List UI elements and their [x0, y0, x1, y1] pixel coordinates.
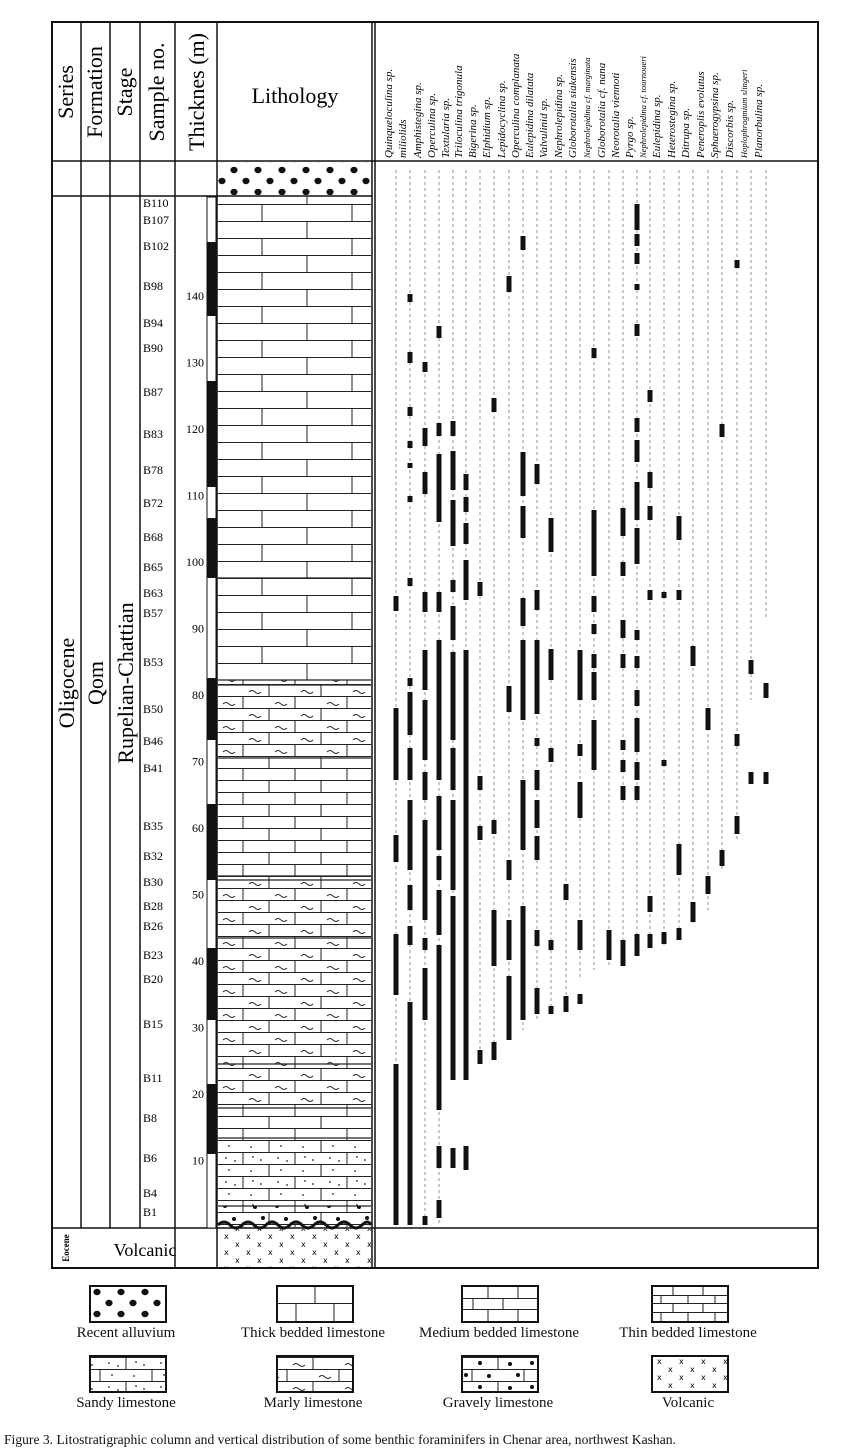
species-occurrence-bar: [394, 708, 399, 780]
species-occurrence-bar: [521, 506, 526, 538]
species-occurrence-bar: [423, 968, 428, 1020]
sample-label: B15: [143, 1017, 164, 1031]
species-occurrence-bar: [749, 660, 754, 674]
species-occurrence-bar: [521, 598, 526, 626]
species-occurrence-bar: [635, 630, 640, 640]
species-occurrence-bar: [635, 656, 640, 668]
species-occurrence-bar: [394, 596, 399, 611]
thickness-tick: 20: [192, 1087, 204, 1101]
species-occurrence-bar: [408, 678, 413, 686]
species-occurrence-bar: [691, 646, 696, 666]
sample-label: B20: [143, 972, 164, 986]
species-occurrence-bar: [464, 560, 469, 600]
species-occurrence-bar: [408, 1002, 413, 1225]
species-occurrence-bar: [408, 407, 413, 416]
species-occurrence-bar: [507, 276, 512, 292]
sample-label: B6: [143, 1151, 158, 1165]
species-occurrence-bar: [549, 1006, 554, 1014]
species-occurrence-bar: [464, 523, 469, 544]
species-occurrence-bar: [621, 620, 626, 638]
thickness-tick: 100: [186, 555, 204, 569]
species-label: Globorotalia siakensis: [567, 58, 579, 158]
species-occurrence-bar: [621, 562, 626, 576]
species-occurrence-bar: [464, 497, 469, 512]
species-occurrence-bar: [706, 708, 711, 730]
species-occurrence-bar: [451, 800, 456, 890]
species-occurrence-bar: [394, 835, 399, 862]
species-occurrence-bar: [521, 780, 526, 850]
species-occurrence-bar: [677, 516, 682, 540]
species-occurrence-bar: [408, 496, 413, 502]
species-occurrence-bar: [535, 464, 540, 484]
sample-label: B50: [143, 702, 164, 716]
litho-thin-2: [218, 1108, 371, 1138]
species-occurrence-bar: [437, 326, 442, 338]
species-occurrence-bar: [451, 451, 456, 490]
litho-thick-upper: [218, 197, 371, 578]
species-label: Hoplophragmium slingeri: [739, 69, 749, 158]
species-occurrence-bar: [607, 930, 612, 960]
species-occurrence-bar: [437, 945, 442, 1110]
legend-label-sandy: Sandy limestone: [76, 1395, 176, 1411]
species-occurrence-bar: [578, 782, 583, 818]
species-occurrence-bar: [535, 930, 540, 946]
species-occurrence-bar: [535, 800, 540, 828]
thickness-tick: 80: [192, 688, 204, 702]
species-occurrence-bar: [749, 772, 754, 784]
header-thickness: Thicknes (m): [184, 33, 209, 151]
species-name-labels: [383, 53, 765, 159]
species-label: Ditrupa sp.: [680, 107, 692, 158]
species-occurrence-bar: [564, 996, 569, 1012]
sample-label: B94: [143, 316, 164, 330]
species-occurrence-bar: [735, 734, 740, 746]
species-occurrence-bar: [423, 592, 428, 612]
species-occurrence-bar: [662, 932, 667, 944]
sample-label: B68: [143, 530, 164, 544]
species-occurrence-bar: [451, 896, 456, 1080]
species-label: Bigerina sp.: [467, 104, 479, 158]
sample-number-labels: [143, 196, 169, 1219]
sample-label: B107: [143, 213, 170, 227]
species-occurrence-bar: [478, 582, 483, 596]
species-occurrence-bar: [521, 236, 526, 250]
species-occurrence-bar: [621, 654, 626, 668]
thickness-tick: 70: [192, 754, 204, 769]
species-label: Lepidocyclina sp.: [496, 80, 508, 158]
species-occurrence-bar: [621, 940, 626, 966]
species-occurrence-bar: [677, 928, 682, 940]
species-occurrence-bar: [507, 920, 512, 960]
sample-label: B63: [143, 586, 164, 600]
legend-swatch-gravely: [461, 1355, 539, 1393]
species-label: Heterostegina sp.: [666, 80, 678, 158]
species-occurrence-bar: [437, 1146, 442, 1168]
species-occurrence-bar: [464, 474, 469, 490]
header-stage: Stage: [112, 67, 137, 117]
litho-alluvium: [218, 162, 371, 195]
sample-label: B90: [143, 341, 164, 355]
sample-label: B46: [143, 734, 164, 748]
legend-swatch-thin: [651, 1285, 729, 1323]
species-occurrence-bar: [648, 590, 653, 600]
species-occurrence-bar: [677, 590, 682, 600]
species-label: Amphistegina sp.: [412, 82, 424, 158]
species-occurrence-bar: [423, 1216, 428, 1225]
species-label: Nephrolepidina cf. marginata: [582, 57, 592, 158]
species-occurrence-bar: [691, 902, 696, 922]
thickness-tick: 140: [186, 289, 204, 303]
species-label: Quinqueloculina sp.: [383, 68, 395, 158]
sample-label: B4: [143, 1186, 158, 1200]
species-label: Eulepidina dilatata: [524, 72, 536, 158]
species-occurrence-bar: [507, 686, 512, 712]
species-occurrence-bar: [621, 740, 626, 750]
species-occurrence-bar: [706, 876, 711, 894]
species-occurrence-bar: [464, 1146, 469, 1170]
species-occurrence-bar: [423, 938, 428, 950]
species-occurrence-bar: [437, 423, 442, 436]
sample-label: B53: [143, 655, 164, 669]
species-occurrence-bar: [437, 592, 442, 612]
species-occurrence-bar: [635, 786, 640, 800]
litho-marly-3: [218, 938, 371, 1064]
litho-sandy: [218, 1138, 371, 1206]
species-occurrence-bar: [635, 762, 640, 780]
thickness-tick: 60: [192, 821, 204, 835]
sample-label: B72: [143, 496, 164, 510]
species-occurrence-bar: [621, 760, 626, 772]
species-label: Valvulinid sp.: [538, 98, 550, 158]
species-occurrence-bar: [592, 510, 597, 576]
species-occurrence-bar: [478, 826, 483, 840]
species-occurrence-bar: [735, 260, 740, 268]
sample-label: B1: [143, 1205, 158, 1219]
litho-volcanic: [218, 1229, 371, 1267]
species-occurrence-bar: [492, 398, 497, 412]
species-occurrence-bar: [408, 441, 413, 448]
legend-swatch-sandy: [89, 1355, 167, 1393]
species-occurrence-bar: [578, 650, 583, 700]
species-label: Globorotalia cf. nana: [596, 62, 608, 158]
species-occurrence-bar: [451, 580, 456, 592]
species-occurrence-bar: [764, 772, 769, 784]
species-occurrence-bar: [521, 452, 526, 496]
sample-label: B11: [143, 1071, 163, 1085]
thickness-tick: 30: [192, 1020, 204, 1035]
species-occurrence-bar: [720, 424, 725, 437]
species-occurrence-bar: [621, 786, 626, 800]
species-occurrence-bar: [635, 718, 640, 752]
species-occurrence-bar: [635, 690, 640, 706]
species-occurrence-bar: [635, 482, 640, 520]
species-occurrence-bar: [578, 994, 583, 1004]
species-occurrence-bar: [408, 294, 413, 302]
species-occurrence-bar: [549, 748, 554, 762]
thickness-tick: 90: [192, 621, 204, 636]
sample-label: B78: [143, 463, 164, 477]
label-rupelian-chattian: Rupelian-Chattian: [113, 602, 138, 764]
species-occurrence-bar: [394, 934, 399, 995]
species-occurrence-bar: [437, 1200, 442, 1218]
sample-label: B102: [143, 239, 170, 253]
species-occurrence-bar: [437, 454, 442, 522]
species-occurrence-bar: [408, 926, 413, 945]
species-occurrence-bar: [423, 650, 428, 690]
species-occurrence-bar: [492, 820, 497, 834]
legend-swatch-thick: [276, 1285, 354, 1323]
species-occurrence-bar: [662, 760, 667, 766]
species-occurrence-bar: [408, 352, 413, 363]
sample-label: B26: [143, 919, 164, 933]
species-occurrence-bar: [578, 920, 583, 950]
figure-caption: Figure 3. Litostratigraphic column and vertical distribution of some benthic foraminifers in Chenar area, northwest Kashan.: [4, 1432, 676, 1447]
species-occurrence-bar: [478, 1050, 483, 1064]
species-occurrence-bar: [408, 885, 413, 910]
species-occurrence-bar: [635, 253, 640, 264]
species-label: Eulepidina sp.: [651, 94, 663, 158]
species-label: Peneroplis evolutus: [695, 71, 707, 158]
species-occurrence-bar: [423, 820, 428, 920]
species-range-chart: [394, 170, 769, 1225]
species-occurrence-bar: [662, 592, 667, 598]
header-sample-no: Sample no.: [144, 42, 169, 142]
sample-label: B23: [143, 948, 164, 962]
species-occurrence-bar: [423, 472, 428, 494]
species-occurrence-bar: [535, 640, 540, 714]
species-occurrence-bar: [764, 683, 769, 698]
species-occurrence-bar: [635, 204, 640, 230]
sample-label: B35: [143, 819, 164, 833]
species-occurrence-bar: [635, 418, 640, 432]
species-occurrence-bar: [521, 640, 526, 720]
species-occurrence-bar: [437, 856, 442, 880]
species-occurrence-bar: [423, 428, 428, 446]
legend-label-marly: Marly limestone: [263, 1395, 363, 1411]
species-label: Elphidium sp.: [481, 96, 493, 158]
species-occurrence-bar: [423, 772, 428, 800]
species-occurrence-bar: [451, 1148, 456, 1168]
species-label: Nephrolepidina cf. tournoueri: [638, 56, 648, 158]
species-occurrence-bar: [648, 472, 653, 488]
species-occurrence-bar: [408, 463, 413, 468]
species-label: Sphaerogypsina sp.: [709, 72, 721, 158]
species-occurrence-bar: [451, 652, 456, 740]
species-occurrence-bar: [635, 324, 640, 336]
species-occurrence-bar: [507, 860, 512, 880]
sample-label: B8: [143, 1111, 158, 1125]
species-occurrence-bar: [535, 836, 540, 860]
litho-thin-1: [218, 758, 371, 876]
species-occurrence-bar: [408, 578, 413, 586]
thickness-tick: 50: [192, 887, 204, 902]
species-occurrence-bar: [451, 748, 456, 790]
label-eocene: Eocene: [61, 1234, 71, 1262]
legend-swatch-volcanic: [651, 1355, 729, 1393]
litho-thick-marly-upper: [218, 578, 371, 680]
species-occurrence-bar: [592, 348, 597, 358]
species-occurrence-bar: [635, 234, 640, 246]
species-occurrence-bar: [408, 692, 413, 735]
species-occurrence-bar: [635, 528, 640, 564]
species-occurrence-bar: [464, 650, 469, 1080]
species-occurrence-bar: [535, 988, 540, 1014]
species-occurrence-bar: [621, 508, 626, 536]
species-occurrence-bar: [437, 796, 442, 850]
legend-label-thick: Thick bedded limestone: [240, 1325, 386, 1341]
species-label: Textularia sp.: [440, 97, 452, 158]
species-occurrence-bar: [592, 720, 597, 770]
species-occurrence-bar: [549, 940, 554, 950]
sample-label: B110: [143, 196, 169, 210]
species-occurrence-bar: [549, 649, 554, 680]
species-occurrence-bar: [408, 800, 413, 870]
species-occurrence-bar: [535, 590, 540, 610]
species-occurrence-bar: [451, 500, 456, 546]
legend-swatch-marly: [276, 1355, 354, 1393]
species-label: Planorbulina sp.: [753, 84, 765, 158]
species-label: Operculina complanata: [510, 53, 522, 158]
species-occurrence-bar: [735, 816, 740, 834]
species-occurrence-bar: [720, 850, 725, 866]
species-occurrence-bar: [635, 284, 640, 290]
species-label: Discorbis sp.: [724, 99, 736, 158]
legend-swatch-medium: [461, 1285, 539, 1323]
label-qom: Qom: [83, 661, 108, 705]
legend-swatch-alluvium: [89, 1285, 167, 1323]
species-occurrence-bar: [592, 654, 597, 668]
litho-marly-2: [218, 876, 371, 938]
species-occurrence-bar: [635, 934, 640, 956]
legend-label-alluvium: Recent alluvium: [76, 1325, 176, 1341]
species-occurrence-bar: [648, 896, 653, 912]
species-label: Operculina sp.: [426, 93, 438, 158]
species-occurrence-bar: [492, 1042, 497, 1060]
sample-label: B65: [143, 560, 164, 574]
species-occurrence-bar: [478, 776, 483, 790]
sample-label: B83: [143, 427, 164, 441]
species-occurrence-bar: [592, 596, 597, 612]
species-occurrence-bar: [648, 390, 653, 402]
legend-label-gravely: Gravely limestone: [442, 1395, 554, 1411]
species-label: Nephrolepidina sp.: [553, 74, 565, 158]
sample-label: B87: [143, 385, 164, 399]
sample-label: B98: [143, 279, 164, 293]
thickness-tick: 130: [186, 355, 204, 370]
species-occurrence-bar: [592, 672, 597, 700]
species-occurrence-bar: [451, 421, 456, 436]
species-label: miliolids: [397, 119, 409, 158]
species-occurrence-bar: [437, 640, 442, 780]
thickness-tick-labels: [186, 289, 204, 1168]
species-occurrence-bar: [492, 910, 497, 966]
species-occurrence-bar: [535, 738, 540, 746]
header-lithology: Lithology: [251, 83, 339, 108]
species-label: Neorotalia viennoti: [610, 72, 622, 158]
species-occurrence-bar: [648, 934, 653, 948]
species-occurrence-bar: [578, 744, 583, 756]
species-occurrence-bar: [423, 700, 428, 760]
thickness-tick: 10: [192, 1153, 204, 1168]
sample-label: B30: [143, 875, 164, 889]
legend-label-medium: Medium bedded limestone: [419, 1325, 579, 1341]
species-occurrence-bar: [677, 844, 682, 875]
species-occurrence-bar: [648, 506, 653, 520]
sample-label: B57: [143, 606, 164, 620]
species-occurrence-bar: [521, 906, 526, 1020]
header-formation: Formation: [82, 46, 107, 138]
sample-label: B32: [143, 849, 164, 863]
species-label: Triloculina trigonula: [453, 65, 465, 158]
species-occurrence-bar: [535, 770, 540, 790]
legend-label-volcanic: Volcanic: [661, 1395, 715, 1411]
thickness-tick: 120: [186, 422, 204, 436]
litho-marly-4: [218, 1064, 371, 1108]
species-occurrence-bar: [437, 890, 442, 935]
sample-label: B41: [143, 761, 164, 775]
thickness-tick: 40: [192, 954, 204, 968]
species-label: Pyrgo sp.: [624, 116, 636, 158]
species-occurrence-bar: [451, 606, 456, 640]
label-volcanic: Volcanic: [113, 1240, 177, 1260]
species-occurrence-bar: [549, 518, 554, 552]
species-occurrence-bar: [423, 362, 428, 372]
litho-marly-1: [218, 680, 371, 758]
thickness-tick: 110: [186, 488, 204, 503]
species-occurrence-bar: [592, 624, 597, 634]
header-series: Series: [53, 65, 78, 119]
label-oligocene: Oligocene: [54, 637, 79, 729]
legend-label-thin: Thin bedded limestone: [619, 1325, 757, 1341]
species-occurrence-bar: [635, 440, 640, 462]
species-occurrence-bar: [564, 884, 569, 900]
species-occurrence-bar: [408, 748, 413, 780]
species-occurrence-bar: [507, 976, 512, 1040]
species-occurrence-bar: [394, 1064, 399, 1225]
sample-label: B28: [143, 899, 164, 913]
